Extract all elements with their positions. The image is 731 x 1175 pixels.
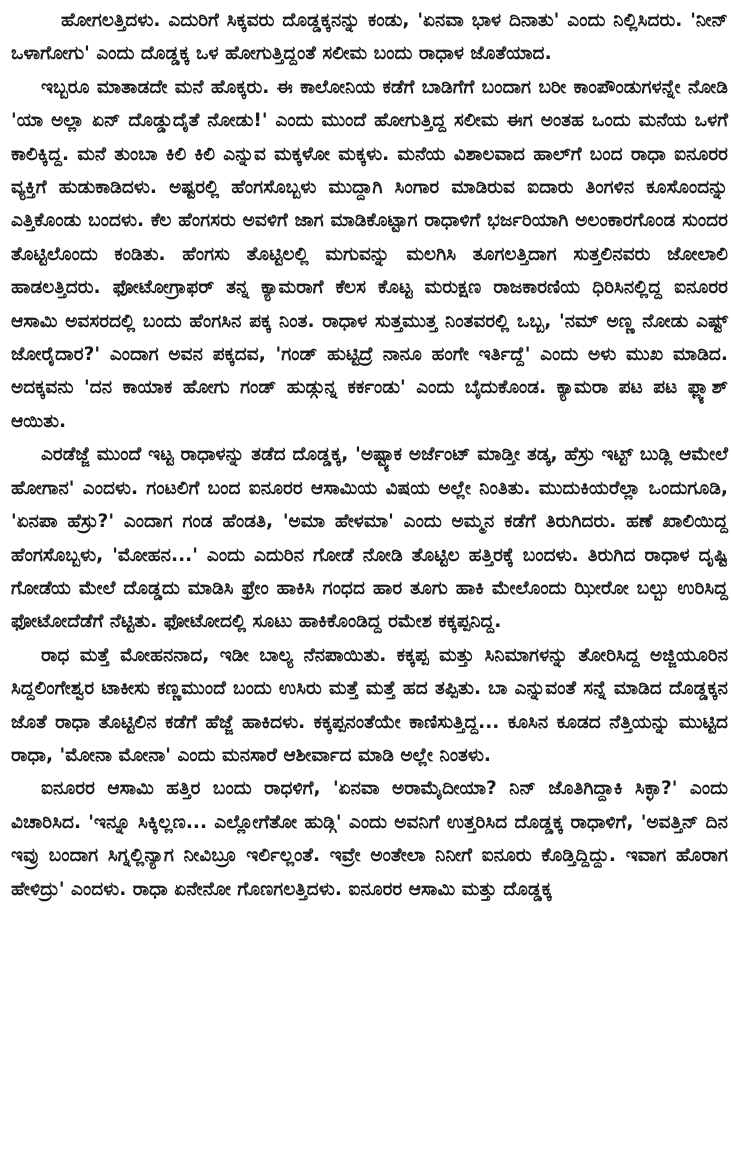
paragraph-5: ಐನೂರರ ಆಸಾಮಿ ಹತ್ತಿರ ಬಂದು ರಾಧಳಿಗೆ, 'ಏನವಾ ಅರಾಮೈದೀಯಾ? ನಿನ್ ಜೊತಿಗಿದ್ದಾಕಿ ಸಿಕ್ಳಾ?' ಎಂದು ವಿಚಾರಿಸಿದ. 'ಇನ್ನೂ ಸಿಕ್ಕಿಲ್ಲಣ... ಎಲ್ಲೋಗೆತೋ ಹುಡ್ಗಿ' ಎಂದು ಅವನಿಗೆ ಉತ್ತರಿಸಿದ ದೊಡ್ಡಕ್ಕ ರಾಧಾಳಿಗೆ, 'ಅವತ್ತಿನ್ ದಿನ ಇವ್ರು ಬಂದಾಗ ಸಿಗ್ನಲ್ಲಿನ್ಯಾಗ ನೀವಿಬ್ರೂ ಇರ್ಲಿಲ್ಲಂತೆ. ಇವ್ರೇ ಅಂತೇಲಾ ನಿನೀಗೆ ಐನೂರು ಕೊಡ್ತಿದ್ದಿದ್ದು. ಇವಾಗ ಹೊರಾಗ ಹೇಳಿದ್ರು' ಎಂದಳು. ರಾಧಾ ಏನೇನೋ ಗೊಣಗಲತ್ತಿದಳು. ಐನೂರರ ಆಸಾಮಿ ಮತ್ತು ದೊಡ್ಡಕ್ಕ: [11, 778, 728, 900]
paragraph-3: ಎರಡೆಜ್ಜೆ ಮುಂದೆ ಇಟ್ಟ ರಾಧಾಳನ್ನು ತಡೆದ ದೊಡ್ಡಕ್ಕ, 'ಅಷ್ಟ್ಯಾಕ ಅರ್ಜೆಂಟ್ ಮಾಡ್ತೀ ತಡ್ಕ, ಹೆಸ್ರು ಇಟ್ಟ್ ಬುಡ್ಲಿ ಆಮೇಲೆ ಹೋಗಾನ' ಎಂದಳು. ಗಂಟಲಿಗೆ ಬಂದ ಐನೂರರ ಆಸಾಮಿಯ ವಿಷಯ ಅಲ್ಲೇ ನಿಂತಿತು. ಮುದುಕಿಯರೆಲ್ಲಾ ಒಂದುಗೂಡಿ, 'ಏನಪಾ ಹೆಸ್ರು?' ಎಂದಾಗ ಗಂಡ ಹೆಂಡತಿ, 'ಅಮಾ ಹೇಳಮಾ' ಎಂದು ಅಮ್ಮನ ಕಡೆಗೆ ತಿರುಗಿದರು. ಹಣೆ ಖಾಲಿಯಿದ್ದ ಹೆಂಗಸೊಬ್ಬಳು, 'ಮೋಹನ...' ಎಂದು ಎದುರಿನ ಗೋಡೆ ನೋಡಿ ತೊಟ್ಟಿಲ ಹತ್ತಿರಕ್ಕೆ ಬಂದಳು. ತಿರುಗಿದ ರಾಧಾಳ ದೃಷ್ಟಿ ಗೋಡೆಯ ಮೇಲೆ ದೊಡ್ಡದು ಮಾಡಿಸಿ ಫ್ರೇಂ ಹಾಕಿಸಿ ಗಂಧದ ಹಾರ ತೂಗು ಹಾಕಿ ಮೇಲೊಂದು ಝೀರೋ ಬಲ್ಬು ಉರಿಸಿದ್ದ ಫೋಟೋದೆಡೆಗೆ ನೆಟ್ಟಿತು. ಫೋಟೋದಲ್ಲಿ ಸೂಟು ಹಾಕಿಕೊಂಡಿದ್ದ ರಮೇಶ ಕಕ್ಕಪ್ಪನಿದ್ದ.: [11, 444, 728, 633]
paragraph-4: ರಾಧ ಮತ್ತೆ ಮೋಹನನಾದ, ಇಡೀ ಬಾಲ್ಯ ನೆನಪಾಯಿತು. ಕಕ್ಕಪ್ಪ ಮತ್ತು ಸಿನಿಮಾಗಳನ್ನು ತೋರಿಸಿದ್ದ ಅಜ್ಜಿಯೂರಿನ ಸಿದ್ದಲಿಂಗೇಶ್ವರ ಟಾಕೀಸು ಕಣ್ಣಮುಂದೆ ಬಂದು ಉಸಿರು ಮತ್ತೆ ಮತ್ತೆ ಹದ ತಪ್ಪಿತು. ಬಾ ಎನ್ನುವಂತೆ ಸನ್ನೆ ಮಾಡಿದ ದೊಡ್ಡಕ್ಕನ ಜೊತೆ ರಾಧಾ ತೊಟ್ಟಿಲಿನ ಕಡೆಗೆ ಹೆಜ್ಜೆ ಹಾಕಿದಳು. ಕಕ್ಕಪ್ಪನಂತೆಯೇ ಕಾಣಿಸುತ್ತಿದ್ದ... ಕೂಸಿನ ಕೂಡದ ನೆತ್ತಿಯನ್ನು ಮುಟ್ಟಿದ ರಾಧಾ, 'ಮೋನಾ ಮೋನಾ' ಎಂದು ಮನಸಾರೆ ಆಶೀರ್ವಾದ ಮಾಡಿ ಅಲ್ಲೇ ನಿಂತಳು.: [11, 644, 728, 766]
paragraph-2: ಇಬ್ಬರೂ ಮಾತಾಡದೇ ಮನೆ ಹೊಕ್ಕರು. ಈ ಕಾಲೋನಿಯ ಕಡೆಗೆ ಬಾಡಿಗೆಗೆ ಬಂದಾಗ ಬರೀ ಕಾಂಪೌಂಡುಗಳನ್ನೇ ನೋಡಿ 'ಯಾ ಅಲ್ಲಾ ಏನ್ ದೊಡ್ಡುದೈತೆ ನೋಡು!' ಎಂದು ಮುಂದೆ ಹೋಗುತ್ತಿದ್ದ ಸಲೀಮ ಈಗ ಅಂತಹ ಒಂದು ಮನೆಯ ಒಳಗೆ ಕಾಲಿಕ್ಕಿದ್ದ. ಮನೆ ತುಂಬಾ ಕಿಲಿ ಕಿಲಿ ಎನ್ನುವ ಮಕ್ಕಳೋ ಮಕ್ಕಳು. ಮನೆಯ ವಿಶಾಲವಾದ ಹಾಲ್‌ಗೆ ಬಂದ ರಾಧಾ ಐನೂರರ ವ್ಯಕ್ತಿಗೆ ಹುಡುಕಾಡಿದಳು. ಅಷ್ಟರಲ್ಲಿ ಹೆಂಗಸೊಬ್ಬಳು ಮುದ್ದಾಗಿ ಸಿಂಗಾರ ಮಾಡಿರುವ ಐದಾರು ತಿಂಗಳಿನ ಕೂಸೊಂದನ್ನು ಎತ್ತಿಕೊಂಡು ಬಂದಳು. ಕೆಲ ಹೆಂಗಸರು ಅವಳಿಗೆ ಜಾಗ ಮಾಡಿಕೊಟ್ಟಾಗ ರಾಧಾಳಿಗೆ ಭರ್ಜರಿಯಾಗಿ ಅಲಂಕಾರಗೊಂಡ ಸುಂದರ ತೊಟ್ಟಿಲೊಂದು ಕಂಡಿತು. ಹೆಂಗಸು ತೊಟ್ಟಿಲಲ್ಲಿ ಮಗುವನ್ನು ಮಲಗಿಸಿ ತೂಗಲತ್ತಿದಾಗ ಸುತ್ತಲಿನವರು ಜೋಲಾಲಿ ಹಾಡಲತ್ತಿದರು. ಫೋಟೋಗ್ರಾಫರ್ ತನ್ನ ಕ್ಯಾಮರಾಗೆ ಕೆಲಸ ಕೊಟ್ಟ ಮರುಕ್ಷಣ ರಾಜಕಾರಣಿಯ ಧಿರಿಸಿನಲ್ಲಿದ್ದ ಐನೂರರ ಆಸಾಮಿ ಅವಸರದಲ್ಲಿ ಬಂದು ಹೆಂಗಸಿನ ಪಕ್ಕ ನಿಂತ. ರಾಧಾಳ ಸುತ್ತಮುತ್ತ ನಿಂತವರಲ್ಲಿ ಒಬ್ಬ, 'ನಮ್ ಅಣ್ಣ ನೋಡು ಎಷ್ಟ್ ಜೋರೈದಾರ?' ಎಂದಾಗ ಅವನ ಪಕ್ಕದವ, 'ಗಂಡ್ ಹುಟ್ಟಿದ್ರೆ ನಾನೂ ಹಂಗೇ ಇರ್ತಿದ್ದೆ' ಎಂದು ಅಳು ಮುಖ ಮಾಡಿದ. ಅದಕ್ಕವನು 'ದನ ಕಾಯಾಕ ಹೋಗು ಗಂಡ್ ಹುಡ್ಗುನ್ನ ಕರ್ಕಂಡು' ಎಂದು ಬೈದುಕೊಂಡ. ಕ್ಯಾಮರಾ ಪಟ ಪಟ ಫ್ಲ್ಯಾಶ್ ಆಯಿತು.: [11, 76, 728, 432]
paragraph-1: ಹೋಗಲತ್ತಿದಳು. ಎದುರಿಗೆ ಸಿಕ್ಕವರು ದೊಡ್ಡಕ್ಕನನ್ನು ಕಂಡು, 'ಏನವಾ ಭಾಳ ದಿನಾತು' ಎಂದು ನಿಲ್ಲಿಸಿದರು. 'ನೀನ್ ಒಳಾಗೋಗು' ಎಂದು ದೊಡ್ಡಕ್ಕ ಒಳ ಹೋಗುತ್ತಿದ್ದಂತೆ ಸಲೀಮ ಬಂದು ರಾಧಾಳ ಜೊತೆಯಾದ.: [11, 10, 728, 65]
